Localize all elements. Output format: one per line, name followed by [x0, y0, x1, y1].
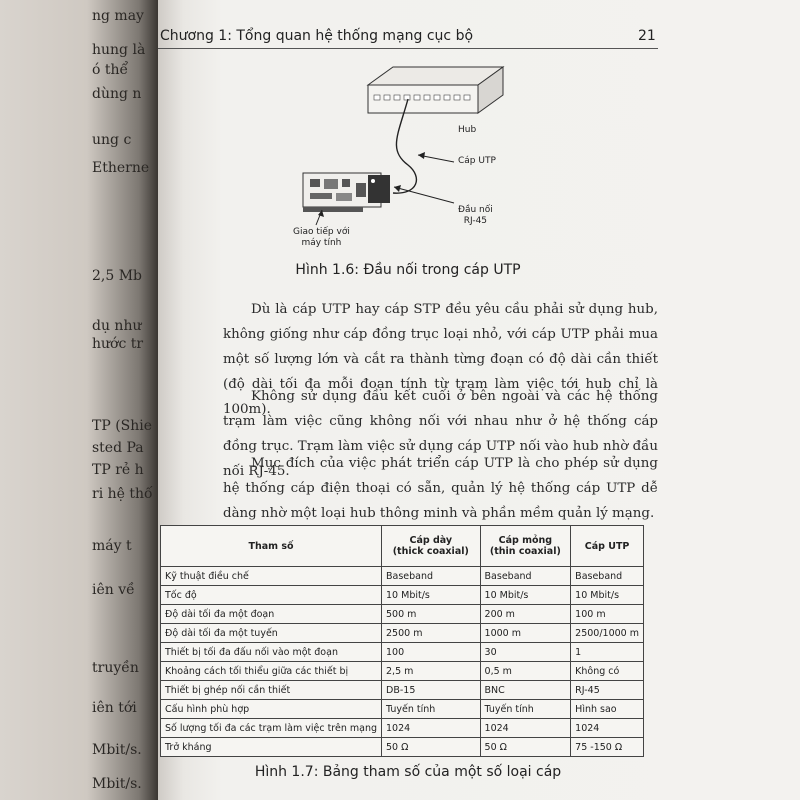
header-divider — [158, 48, 658, 49]
table-cell: Thiết bị ghép nối cần thiết — [161, 681, 382, 700]
utp-connector-figure — [258, 55, 658, 270]
table-cell: 200 m — [480, 605, 571, 624]
left-page-text-fragment: hung là — [92, 42, 146, 58]
table-cell: 1000 m — [480, 624, 571, 643]
table-cell: Baseband — [571, 567, 644, 586]
hub-label: Hub — [458, 125, 477, 135]
table-row — [161, 700, 644, 719]
table-row — [161, 738, 644, 757]
table-cell: 2500/1000 m — [571, 624, 644, 643]
table-cell: Baseband — [480, 567, 571, 586]
table-row — [161, 567, 644, 586]
table-cell: 1024 — [571, 719, 644, 738]
left-page-text-fragment: ó thể — [92, 62, 129, 78]
left-page-text-fragment: dùng n — [92, 86, 142, 102]
table-cell: 75 -150 Ω — [571, 738, 644, 757]
paragraph-2: Không sử dụng đầu kết cuối ở bên ngoài và các hệ thống trạm làm việc cũng không nối với nhau như ở hệ thống cáp đồng trục. Trạm làm việc sử dụng cáp UTP nối vào hub nhờ đầu nối RJ-45. — [223, 389, 658, 479]
interface-label-line1: Giao tiếp với — [293, 227, 350, 237]
table-cell: 100 — [382, 643, 481, 662]
figure-caption: Hình 1.6: Đầu nối trong cáp UTP — [295, 262, 521, 278]
table-cell: DB-15 — [382, 681, 481, 700]
left-page-text-fragment: iên về — [92, 582, 135, 598]
table-cell: 10 Mbit/s — [480, 586, 571, 605]
paragraph-1: Dù là cáp UTP hay cáp STP đều yêu cầu phải sử dụng hub, không giống như cáp đồng trục loại nhỏ, với cáp UTP phải mua một số lượng lớn và cắt ra thành từng đoạn có độ dài cần thiết (độ dài tối đa mỗi đoạn tính từ trạm làm việc tới hub chỉ là 100m). — [223, 302, 658, 417]
cable-parameter-table — [160, 525, 644, 757]
table-cell: 10 Mbit/s — [571, 586, 644, 605]
table-caption: Hình 1.7: Bảng tham số của một số loại cáp — [254, 764, 562, 780]
table-cell: 10 Mbit/s — [382, 586, 481, 605]
header-thin-coax: Cáp mỏng (thin coaxial) — [480, 526, 571, 567]
table-cell: 1024 — [480, 719, 571, 738]
left-page-text-fragment: Etherne — [92, 160, 150, 176]
header-utp: Cáp UTP — [571, 526, 644, 567]
header-parameter: Tham số — [161, 526, 382, 567]
left-page-text-fragment: TP rẻ h — [92, 462, 144, 478]
table-cell: 1 — [571, 643, 644, 662]
left-page-text-fragment: iên tới — [92, 700, 137, 716]
left-facing-page — [0, 0, 158, 800]
table-cell: Baseband — [382, 567, 481, 586]
table-cell: Kỹ thuật điều chế — [161, 567, 382, 586]
table-cell: 0,5 m — [480, 662, 571, 681]
left-page-text-fragment: ung c — [92, 132, 132, 148]
table-cell: RJ-45 — [571, 681, 644, 700]
left-page-text-fragment: ng may — [92, 8, 144, 24]
table-cell: BNC — [480, 681, 571, 700]
network-interface-card — [303, 173, 390, 212]
table-row — [161, 662, 644, 681]
header-thick-coax: Cáp dày (thick coaxial) — [382, 526, 481, 567]
table-cell: Không có — [571, 662, 644, 681]
table-cell: 500 m — [382, 605, 481, 624]
table-cell: Khoảng cách tối thiểu giữa các thiết bị — [161, 662, 382, 681]
left-page-text-fragment: hước tr — [92, 336, 144, 352]
cable-label: Cáp UTP — [458, 156, 496, 166]
table-cell: 30 — [480, 643, 571, 662]
table-cell: Độ dài tối đa một đoạn — [161, 605, 382, 624]
hub-device — [368, 67, 503, 113]
table-cell: 2,5 m — [382, 662, 481, 681]
book-page — [158, 0, 800, 800]
table-cell: 50 Ω — [382, 738, 481, 757]
left-page-text-fragment: Mbit/s. — [92, 742, 142, 758]
table-cell: Cấu hình phù hợp — [161, 700, 382, 719]
table-row — [161, 624, 644, 643]
table-cell: Tốc độ — [161, 586, 382, 605]
connector-label — [458, 205, 493, 227]
table-cell: 50 Ω — [480, 738, 571, 757]
interface-label-line2: máy tính — [301, 238, 342, 248]
left-page-text-fragment: máy t — [92, 538, 132, 554]
table-row — [161, 643, 644, 662]
table-cell: Tuyến tính — [480, 700, 571, 719]
left-page-text-fragment: truyền — [92, 660, 139, 676]
left-page-text-fragment: 2,5 Mb — [92, 268, 143, 284]
page-number: 21 — [638, 28, 656, 44]
left-page-text-fragment: ri hệ thố — [92, 486, 153, 502]
left-page-text-fragment: sted Pa — [92, 440, 144, 456]
chapter-title: Chương 1: Tổng quan hệ thống mạng cục bộ — [160, 28, 474, 44]
connector-label-line2: RJ-45 — [463, 216, 488, 226]
left-page-text-fragment: Mbit/s. — [92, 776, 142, 792]
table-cell: Số lượng tối đa các trạm làm việc trên mạng — [161, 719, 382, 738]
table-row — [161, 681, 644, 700]
table-cell: Thiết bị tối đa đấu nối vào một đoạn — [161, 643, 382, 662]
table-row — [161, 605, 644, 624]
table-cell: Tuyến tính — [382, 700, 481, 719]
table-cell: 1024 — [382, 719, 481, 738]
table-row — [161, 586, 644, 605]
table-cell: Độ dài tối đa một tuyến — [161, 624, 382, 643]
connector-label-line1: Đầu nối — [458, 205, 493, 215]
paragraph-3: Mục đích của việc phát triển cáp UTP là cho phép sử dụng hệ thống cáp điện thoại có sẵn, quản lý hệ thống cáp UTP dễ dàng nhờ một loại hub thông minh và phần mềm quản lý mạng. — [223, 456, 658, 521]
table-cell: Trở kháng — [161, 738, 382, 757]
table-cell: Hình sao — [571, 700, 644, 719]
left-page-text-fragment: dụ như — [92, 318, 142, 334]
interface-label — [293, 227, 350, 249]
table-cell: 2500 m — [382, 624, 481, 643]
table-row — [161, 719, 644, 738]
left-page-text-fragment: TP (Shie — [92, 418, 153, 434]
table-cell: 100 m — [571, 605, 644, 624]
table-header-row — [161, 526, 644, 567]
